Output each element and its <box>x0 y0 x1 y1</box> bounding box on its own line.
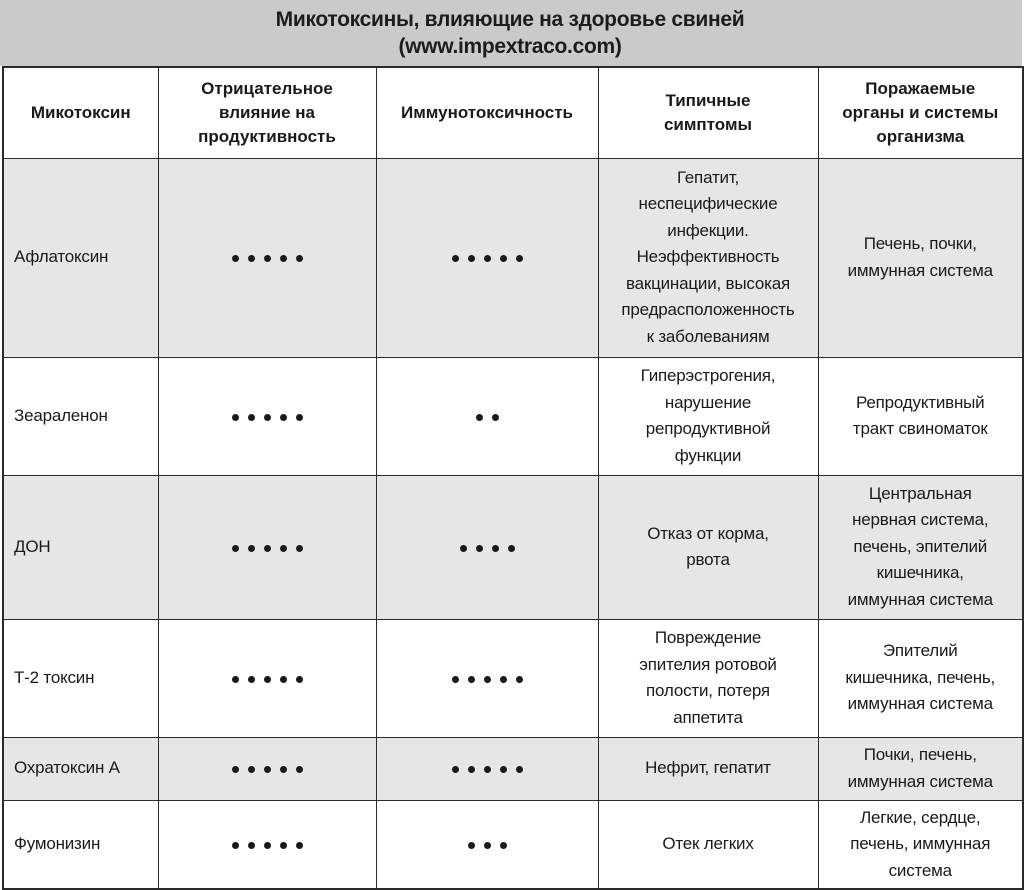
symptoms-cell <box>598 619 818 737</box>
rating-dot-icon <box>232 842 239 849</box>
rating-dot-icon <box>476 545 483 552</box>
text-line: органы и системы <box>842 102 999 122</box>
mycotoxin-name: Охратоксин А <box>3 737 158 800</box>
rating-dot-icon <box>296 414 303 421</box>
mycotoxin-name: Афлатоксин <box>3 158 158 357</box>
rating-dot-icon <box>296 842 303 849</box>
rating-dot-icon <box>280 414 287 421</box>
text-line: продуктивность <box>198 126 336 146</box>
dot-rating <box>232 676 303 683</box>
text-line: печень, иммунная <box>850 834 991 853</box>
text-line: Отек легких <box>662 834 754 853</box>
immunotoxicity-rating <box>376 619 598 737</box>
organs-cell <box>818 357 1023 475</box>
dot-rating <box>232 766 303 773</box>
text-line: Иммунотоксичность <box>400 102 574 122</box>
text-line: нарушение <box>664 392 752 412</box>
dot-rating <box>468 842 507 849</box>
rating-dot-icon <box>484 255 491 262</box>
rating-dot-icon <box>516 255 523 262</box>
text-line: аппетита <box>673 707 743 727</box>
dot-rating <box>452 676 523 683</box>
text-line: Микотоксин <box>30 102 131 122</box>
rating-dot-icon <box>492 414 499 421</box>
organs-cell <box>818 619 1023 737</box>
table-row-ochratoxin-a <box>3 737 1023 800</box>
mycotoxin-name: ДОН <box>3 475 158 619</box>
rating-dot-icon <box>232 676 239 683</box>
text-line: Типичные <box>665 90 751 110</box>
immunotoxicity-rating <box>376 800 598 889</box>
text-line: кишечника, печень, <box>845 667 996 687</box>
rating-dot-icon <box>264 766 271 773</box>
table-title <box>0 0 1022 66</box>
text-line: Гиперэстрогения, <box>640 366 776 385</box>
header-row <box>3 67 1023 158</box>
table-row-t2-toxin <box>3 619 1023 737</box>
text-line: к заболеваниям <box>646 326 770 346</box>
text-line: кишечника, <box>876 563 964 583</box>
rating-dot-icon <box>500 255 507 262</box>
mycotoxin-name: Фумонизин <box>3 800 158 889</box>
text-line: система <box>888 860 952 880</box>
rating-dot-icon <box>460 545 467 552</box>
header-mycotoxin <box>3 67 158 158</box>
text-line: Легкие, сердце, <box>860 807 981 827</box>
symptoms-cell <box>598 357 818 475</box>
rating-dot-icon <box>452 676 459 683</box>
symptoms-cell <box>598 800 818 889</box>
rating-dot-icon <box>280 842 287 849</box>
rating-dot-icon <box>508 545 515 552</box>
rating-dot-icon <box>232 766 239 773</box>
rating-dot-icon <box>248 545 255 552</box>
immunotoxicity-rating <box>376 475 598 619</box>
organs-cell <box>818 800 1023 889</box>
productivity-rating <box>158 800 376 889</box>
rating-dot-icon <box>264 545 271 552</box>
text-line: Эпителий <box>882 641 958 661</box>
rating-dot-icon <box>492 545 499 552</box>
text-line: иммунная система <box>847 589 993 609</box>
mycotoxin-table <box>2 66 1024 890</box>
header-affected-organs <box>818 67 1023 158</box>
text-line: иммунная система <box>847 260 993 280</box>
table-row-fumonisin <box>3 800 1023 889</box>
text-line: иммунная система <box>847 694 993 714</box>
text-line: вакцинации, высокая <box>625 273 791 293</box>
rating-dot-icon <box>296 676 303 683</box>
text-line: эпителия ротовой <box>639 654 777 674</box>
text-line: Отрицательное <box>201 78 333 98</box>
text-line: инфекции. <box>667 220 749 240</box>
rating-dot-icon <box>248 676 255 683</box>
immunotoxicity-rating <box>376 158 598 357</box>
text-line: неспецифические <box>638 194 778 214</box>
dot-rating <box>460 545 515 552</box>
text-line: тракт свиноматок <box>852 419 988 438</box>
rating-dot-icon <box>280 255 287 262</box>
text-line: рвота <box>686 550 730 569</box>
title-line-1: Микотоксины, влияющие на здоровье свиней <box>275 8 745 31</box>
header-typical-symptoms <box>598 67 818 158</box>
rating-dot-icon <box>468 766 475 773</box>
rating-dot-icon <box>468 842 475 849</box>
table-row-zearalenone <box>3 357 1023 475</box>
dot-rating <box>476 414 499 421</box>
text-line: Центральная <box>868 483 972 503</box>
rating-dot-icon <box>484 842 491 849</box>
text-line: Печень, почки, <box>863 234 977 253</box>
dot-rating <box>232 842 303 849</box>
productivity-rating <box>158 619 376 737</box>
rating-dot-icon <box>264 842 271 849</box>
text-line: Нефрит, гепатит <box>645 758 771 778</box>
text-line: Отказ от корма, <box>647 523 769 543</box>
symptoms-cell <box>598 475 818 619</box>
rating-dot-icon <box>248 414 255 421</box>
rating-dot-icon <box>264 255 271 262</box>
text-line: функции <box>674 445 742 465</box>
productivity-rating <box>158 357 376 475</box>
dot-rating <box>452 766 523 773</box>
text-line: нервная система, <box>852 510 989 530</box>
dot-rating <box>232 414 303 421</box>
rating-dot-icon <box>296 255 303 262</box>
productivity-rating <box>158 158 376 357</box>
rating-dot-icon <box>484 676 491 683</box>
rating-dot-icon <box>248 842 255 849</box>
rating-dot-icon <box>296 545 303 552</box>
symptoms-cell <box>598 158 818 357</box>
title-line-2: (www.impextraco.com) <box>398 35 622 58</box>
rating-dot-icon <box>280 766 287 773</box>
text-line: печень, эпителий <box>853 536 988 556</box>
text-line: Повреждение <box>654 628 762 647</box>
rating-dot-icon <box>452 766 459 773</box>
rating-dot-icon <box>500 766 507 773</box>
text-line: Поражаемые <box>865 78 976 98</box>
dot-rating <box>452 255 523 262</box>
text-line: Гепатит, <box>676 167 740 187</box>
text-line: Неэффективность <box>636 247 780 267</box>
rating-dot-icon <box>264 676 271 683</box>
organs-cell <box>818 158 1023 357</box>
rating-dot-icon <box>264 414 271 421</box>
rating-dot-icon <box>476 414 483 421</box>
text-line: иммунная система <box>847 771 993 791</box>
rating-dot-icon <box>232 545 239 552</box>
rating-dot-icon <box>232 414 239 421</box>
rating-dot-icon <box>500 676 507 683</box>
mycotoxin-name: Зеараленон <box>3 357 158 475</box>
rating-dot-icon <box>248 255 255 262</box>
header-productivity-impact <box>158 67 376 158</box>
text-line: симптомы <box>663 114 753 134</box>
rating-dot-icon <box>516 766 523 773</box>
rating-dot-icon <box>280 545 287 552</box>
organs-cell <box>818 475 1023 619</box>
immunotoxicity-rating <box>376 357 598 475</box>
dot-rating <box>232 545 303 552</box>
mycotoxin-name: Т-2 токсин <box>3 619 158 737</box>
text-line: организма <box>876 126 965 146</box>
dot-rating <box>232 255 303 262</box>
text-line: репродуктивной <box>645 419 771 438</box>
table-row-aflatoxin <box>3 158 1023 357</box>
rating-dot-icon <box>296 766 303 773</box>
text-line: Репродуктивный <box>856 392 985 412</box>
text-line: полости, потеря <box>646 681 770 700</box>
rating-dot-icon <box>468 255 475 262</box>
rating-dot-icon <box>484 766 491 773</box>
productivity-rating <box>158 475 376 619</box>
header-immunotoxicity <box>376 67 598 158</box>
rating-dot-icon <box>500 842 507 849</box>
rating-dot-icon <box>468 676 475 683</box>
immunotoxicity-rating <box>376 737 598 800</box>
symptoms-cell <box>598 737 818 800</box>
productivity-rating <box>158 737 376 800</box>
rating-dot-icon <box>280 676 287 683</box>
rating-dot-icon <box>452 255 459 262</box>
rating-dot-icon <box>232 255 239 262</box>
text-line: предрасположенность <box>621 300 795 320</box>
text-line: влияние на <box>218 102 315 122</box>
text-line: Почки, печень, <box>863 745 977 764</box>
rating-dot-icon <box>248 766 255 773</box>
rating-dot-icon <box>516 676 523 683</box>
table-row-don <box>3 475 1023 619</box>
organs-cell <box>818 737 1023 800</box>
